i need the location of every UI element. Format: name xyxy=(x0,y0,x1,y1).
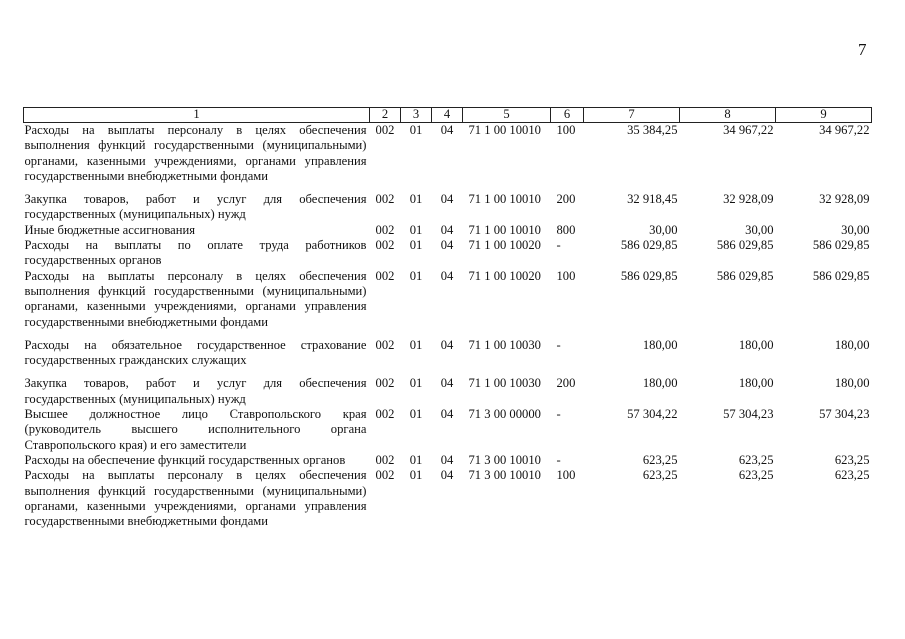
amount-col9: 34 967,22 xyxy=(819,123,870,137)
expense-name: Расходы на обязательное государственное страхование государственных гражданских служащих xyxy=(24,337,367,368)
expense-type-code: 200 xyxy=(556,376,576,391)
column-header: 5 xyxy=(463,108,551,123)
amount-col7: 30,00 xyxy=(649,222,678,237)
amount-col9: 623,25 xyxy=(834,452,870,467)
section-code: 01 xyxy=(409,222,423,237)
expense-type-code: - xyxy=(556,337,561,352)
page-number: 7 xyxy=(858,40,867,59)
subsection-code: 04 xyxy=(440,376,454,391)
ministry-code: 002 xyxy=(375,337,395,352)
section-code: 01 xyxy=(409,238,423,253)
amount-col8: 586 029,85 xyxy=(716,238,774,253)
section-code: 01 xyxy=(409,407,423,422)
section-code: 01 xyxy=(409,192,423,207)
target-article-code: 71 3 00 10010 xyxy=(468,468,541,483)
amount-col7: 32 918,45 xyxy=(627,192,678,207)
amount-col7: 623,25 xyxy=(642,468,678,483)
expense-type-code: 100 xyxy=(556,268,576,283)
column-header: 6 xyxy=(551,108,584,123)
amount-col7: 57 304,22 xyxy=(627,407,678,422)
expense-type-code: 100 xyxy=(556,468,576,483)
target-article-code: 71 3 00 10010 xyxy=(468,452,541,467)
amount-col7: 35 384,25 xyxy=(627,123,678,137)
expense-name: Расходы на выплаты по оплате труда работников государственных органов xyxy=(24,238,367,268)
subsection-code: 04 xyxy=(440,222,454,237)
column-header: 9 xyxy=(776,108,872,123)
expense-type-code: 200 xyxy=(556,192,576,207)
amount-col7: 586 029,85 xyxy=(620,268,678,283)
amount-col8: 30,00 xyxy=(745,222,774,237)
table-row xyxy=(24,453,872,468)
amount-col8: 180,00 xyxy=(738,337,774,352)
section-code: 01 xyxy=(409,268,423,283)
table-row xyxy=(24,269,872,338)
table-row xyxy=(24,376,872,407)
budget-table xyxy=(23,107,872,529)
column-header: 1 xyxy=(24,108,370,123)
target-article-code: 71 1 00 10010 xyxy=(468,222,541,237)
amount-col7: 180,00 xyxy=(642,337,678,352)
table-header-row xyxy=(24,108,872,123)
amount-col9: 30,00 xyxy=(841,222,870,237)
table-row xyxy=(24,468,872,529)
target-article-code: 71 1 00 10020 xyxy=(468,238,541,253)
expense-name: Расходы на выплаты персоналу в целях обеспечения выполнения функций государственными (муниципальными) органами, казенными учреждениями, органами управления государственными внебюджетными фондами xyxy=(24,468,367,529)
column-header: 2 xyxy=(370,108,401,123)
expense-name: Закупка товаров, работ и услуг для обеспечения государственных (муниципальных) нужд xyxy=(24,376,367,406)
column-header: 8 xyxy=(680,108,776,123)
amount-col8: 34 967,22 xyxy=(723,123,774,137)
ministry-code: 002 xyxy=(375,123,395,137)
expense-name: Иные бюджетные ассигнования xyxy=(24,222,196,237)
amount-col9: 623,25 xyxy=(834,468,870,483)
target-article-code: 71 3 00 00000 xyxy=(468,407,541,422)
subsection-code: 04 xyxy=(440,407,454,422)
ministry-code: 002 xyxy=(375,192,395,207)
column-header: 3 xyxy=(401,108,432,123)
expense-type-code: 800 xyxy=(556,222,576,237)
subsection-code: 04 xyxy=(440,337,454,352)
amount-col8: 57 304,23 xyxy=(723,407,774,422)
amount-col9: 180,00 xyxy=(834,376,870,391)
section-code: 01 xyxy=(409,376,423,391)
subsection-code: 04 xyxy=(440,452,454,467)
amount-col8: 32 928,09 xyxy=(723,192,774,207)
column-header: 7 xyxy=(584,108,680,123)
table-row xyxy=(24,407,872,453)
table-row xyxy=(24,223,872,238)
subsection-code: 04 xyxy=(440,268,454,283)
target-article-code: 71 1 00 10010 xyxy=(468,123,541,137)
expense-name: Расходы на обеспечение функций государственных органов xyxy=(24,452,346,467)
amount-col7: 180,00 xyxy=(642,376,678,391)
target-article-code: 71 1 00 10030 xyxy=(468,376,541,391)
target-article-code: 71 1 00 10010 xyxy=(468,192,541,207)
table-row xyxy=(24,192,872,223)
amount-col9: 586 029,85 xyxy=(812,238,870,253)
target-article-code: 71 1 00 10030 xyxy=(468,337,541,352)
ministry-code: 002 xyxy=(375,468,395,483)
column-header: 4 xyxy=(432,108,463,123)
section-code: 01 xyxy=(409,337,423,352)
expense-type-code: - xyxy=(556,238,561,253)
expense-type-code: 100 xyxy=(556,123,576,137)
target-article-code: 71 1 00 10020 xyxy=(468,268,541,283)
amount-col8: 623,25 xyxy=(738,468,774,483)
expense-name: Высшее должностное лицо Ставропольского края (руководитель высшего исполнительного органа Ставропольского края) и его заместители xyxy=(24,407,367,452)
subsection-code: 04 xyxy=(440,123,454,137)
ministry-code: 002 xyxy=(375,407,395,422)
ministry-code: 002 xyxy=(375,376,395,391)
amount-col7: 586 029,85 xyxy=(620,238,678,253)
amount-col9: 57 304,23 xyxy=(819,407,870,422)
amount-col9: 32 928,09 xyxy=(819,192,870,207)
amount-col9: 180,00 xyxy=(834,337,870,352)
expense-type-code: - xyxy=(556,452,561,467)
amount-col7: 623,25 xyxy=(642,452,678,467)
expense-name: Расходы на выплаты персоналу в целях обеспечения выполнения функций государственными (муниципальными) органами, казенными учреждениями, органами управления государственными внебюджетными фондами xyxy=(24,268,367,329)
section-code: 01 xyxy=(409,123,423,137)
ministry-code: 002 xyxy=(375,268,395,283)
table-row xyxy=(24,238,872,269)
section-code: 01 xyxy=(409,452,423,467)
ministry-code: 002 xyxy=(375,222,395,237)
subsection-code: 04 xyxy=(440,468,454,483)
expense-name: Расходы на выплаты персоналу в целях обеспечения выполнения функций государственными (муниципальными) органами, казенными учреждениями, органами управления государственными внебюджетными фондами xyxy=(24,123,367,183)
expense-name: Закупка товаров, работ и услуг для обеспечения государственных (муниципальных) нужд xyxy=(24,192,367,222)
subsection-code: 04 xyxy=(440,192,454,207)
amount-col8: 180,00 xyxy=(738,376,774,391)
table-row xyxy=(24,123,872,193)
expense-type-code: - xyxy=(556,407,561,422)
section-code: 01 xyxy=(409,468,423,483)
amount-col9: 586 029,85 xyxy=(812,268,870,283)
table-row xyxy=(24,338,872,377)
subsection-code: 04 xyxy=(440,238,454,253)
ministry-code: 002 xyxy=(375,452,395,467)
amount-col8: 623,25 xyxy=(738,452,774,467)
ministry-code: 002 xyxy=(375,238,395,253)
amount-col8: 586 029,85 xyxy=(716,268,774,283)
